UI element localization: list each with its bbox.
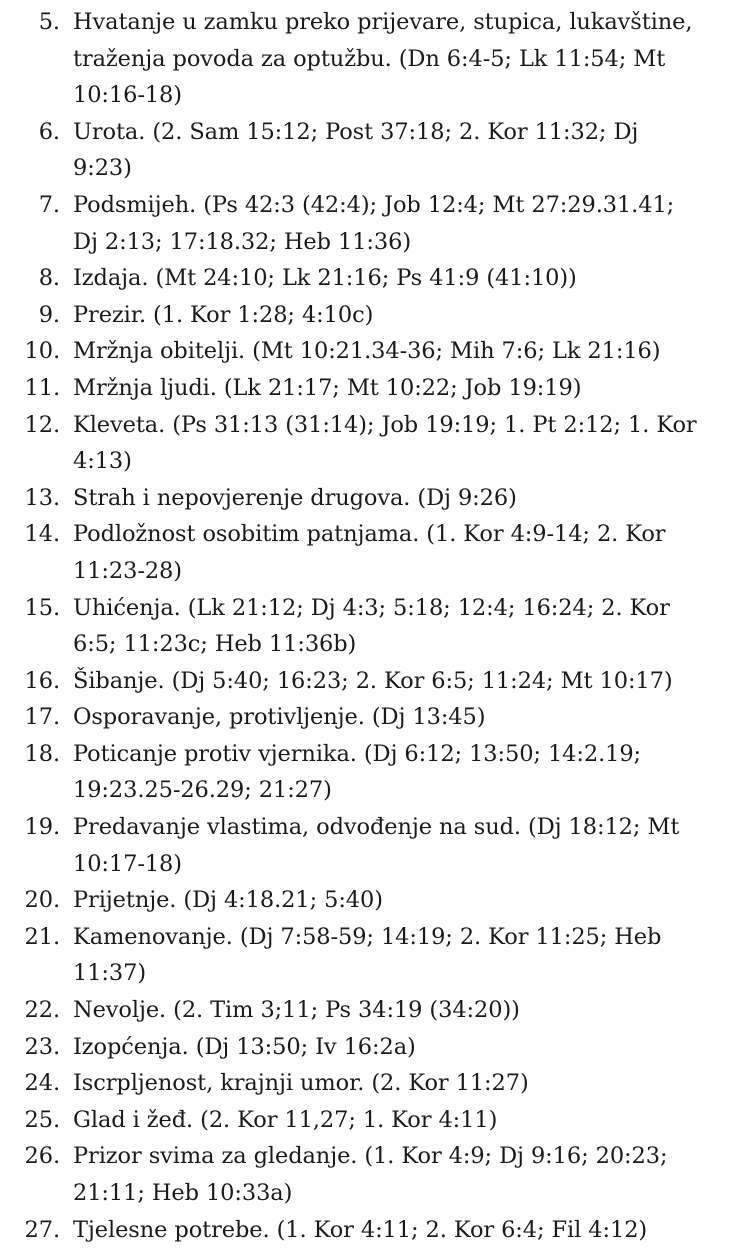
list-item [0,1138,729,1211]
item-number: 10. [24,338,60,365]
item-text: Nevolje. (2. Tim 3;11; Ps 34:19 (34:20)) [73,997,520,1024]
item-text: Hvatanje u zamku preko prijevare, stupica, lukavštine, traženja povoda za optužbu. (Dn 6:4-5; Lk 11:54; Mt 10:16-18) [73,9,693,109]
item-text: Podložnost osobitim patnjama. (1. Kor 4:9-14; 2. Kor 11:23-28) [73,521,666,584]
item-text: Izdaja. (Mt 24:10; Lk 21:16; Ps 41:9 (41:10)) [73,265,577,292]
item-text: Strah i nepovjerenje drugova. (Dj 9:26) [73,484,517,511]
item-number: 22. [24,997,60,1024]
item-text: Mržnja obitelji. (Mt 10:21.34-36; Mih 7:6; Lk 21:16) [73,338,661,365]
item-text: Iscrpljenost, krajnji umor. (2. Kor 11:27) [73,1070,529,1097]
item-text: Poticanje protiv vjernika. (Dj 6:12; 13:50; 14:2.19; 19:23.25-26.29; 21:27) [73,740,642,804]
item-text: Podsmijeh. (Ps 42:3 (42:4); Job 12:4; Mt 27:29.31.41; Dj 2:13; 17:18.32; Heb 11:36) [73,191,675,255]
item-number: 23. [24,1033,60,1060]
item-number: 6. [38,118,60,145]
list-item [0,919,729,992]
list-item [0,370,729,407]
list-item [0,663,729,700]
list-item [0,992,729,1029]
item-number: 20. [24,887,60,914]
list-item [0,114,729,187]
item-text: Urota. (2. Sam 15:12; Post 37:18; 2. Kor 11:32; Dj 9:23) [73,118,639,182]
list-item [0,187,729,260]
list-item [0,333,729,370]
item-text: Prezir. (1. Kor 1:28; 4:10c) [73,301,374,328]
list-item [0,809,729,882]
list-item [0,1029,729,1066]
item-number: 27. [24,1216,60,1243]
item-number: 5. [38,9,60,35]
item-text: Osporavanje, protivljenje. (Dj 13:45) [73,704,486,731]
item-number: 7. [38,191,60,218]
list-item [0,260,729,297]
item-number: 21. [24,923,60,950]
item-number: 11. [24,374,60,401]
item-text: Glad i žeđ. (2. Kor 11,27; 1. Kor 4:11) [73,1106,498,1133]
item-number: 15. [24,594,60,621]
list-item [0,297,729,334]
list-item [0,882,729,919]
list-item [0,480,729,517]
item-text: Prizor svima za gledanje. (1. Kor 4:9; Dj 9:16; 20:23; 21:11; Heb 10:33a) [73,1143,668,1206]
persecution-list [0,4,729,1248]
item-number: 16. [24,667,60,694]
item-text: Mržnja ljudi. (Lk 21:17; Mt 10:22; Job 19:19) [73,374,582,401]
item-number: 8. [38,265,60,292]
list-item [0,736,729,809]
item-text: Kleveta. (Ps 31:13 (31:14); Job 19:19; 1. Pt 2:12; 1. Kor 4:13) [73,411,697,475]
item-text: Tjelesne potrebe. (1. Kor 4:11; 2. Kor 6:4; Fil 4:12) [73,1216,648,1243]
item-number: 9. [38,301,60,328]
list-item [0,1212,729,1249]
item-number: 19. [24,814,60,841]
list-item [0,4,729,114]
item-text: Kamenovanje. (Dj 7:58-59; 14:19; 2. Kor 11:25; Heb 11:37) [73,923,662,987]
item-number: 13. [24,484,60,511]
item-text: Predavanje vlastima, odvođenje na sud. (Dj 18:12; Mt 10:17-18) [73,814,680,877]
list-item [0,1102,729,1139]
item-text: Uhićenja. (Lk 21:12; Dj 4:3; 5:18; 12:4; 16:24; 2. Kor 6:5; 11:23c; Heb 11:36b) [73,594,670,658]
item-number: 24. [24,1070,60,1097]
list-item [0,590,729,663]
item-number: 26. [24,1143,60,1170]
list-item [0,516,729,589]
list-item [0,1065,729,1102]
list-item [0,407,729,480]
item-text: Prijetnje. (Dj 4:18.21; 5:40) [73,887,383,914]
list-item [0,699,729,736]
item-number: 25. [24,1106,60,1133]
item-number: 17. [24,704,60,731]
item-text: Šibanje. (Dj 5:40; 16:23; 2. Kor 6:5; 11:24; Mt 10:17) [73,667,673,694]
item-number: 14. [24,521,60,548]
item-text: Izopćenja. (Dj 13:50; Iv 16:2a) [73,1033,416,1060]
item-number: 12. [24,411,60,438]
item-number: 18. [24,740,60,767]
